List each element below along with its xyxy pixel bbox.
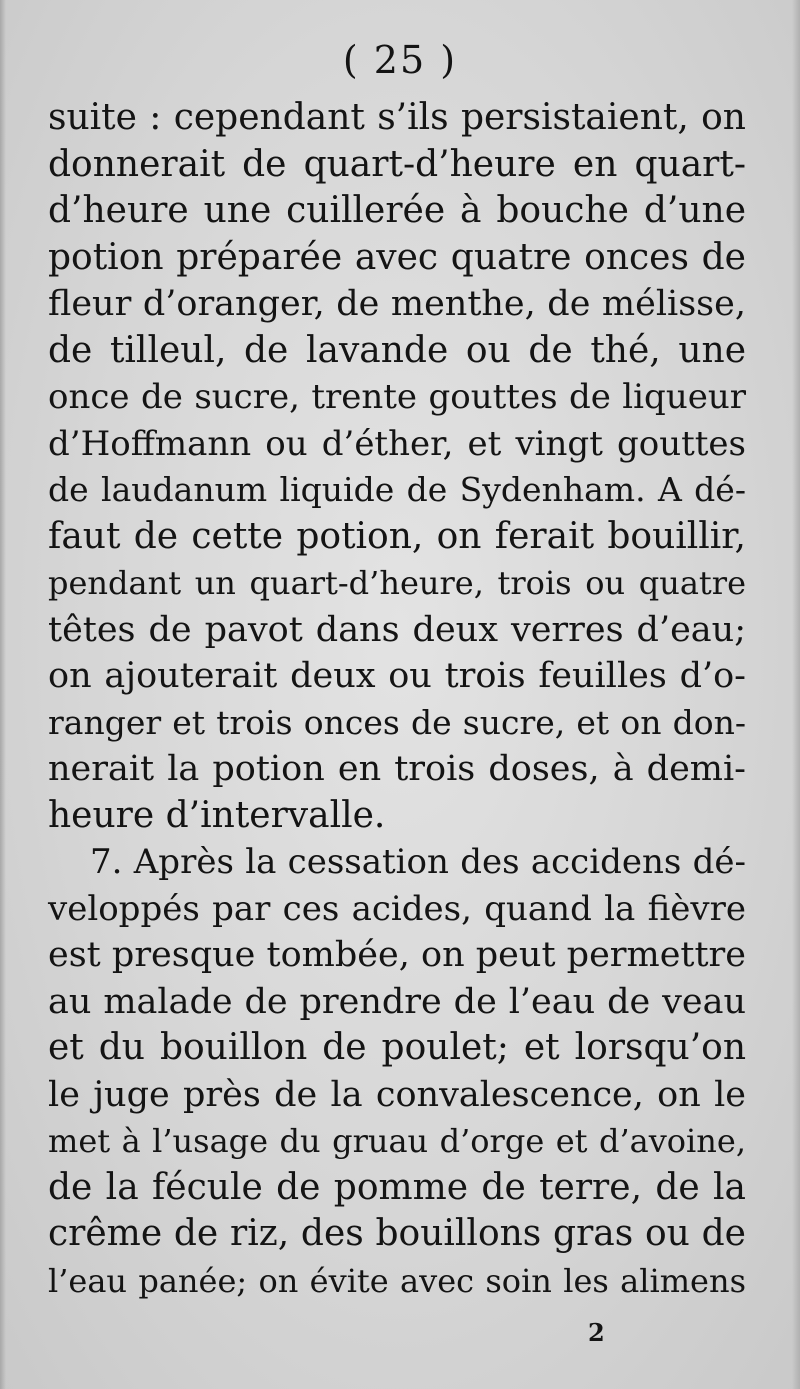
text-line: suite : cependant s’ils persistaient, on [48,97,746,138]
text-line: crême de riz, des bouillons gras ou de [48,1213,746,1254]
text-line: on ajouterait deux ou trois feuilles d’o- [48,656,746,696]
text-line: fleur d’oranger, de menthe, de mélisse, [48,284,746,324]
text-line: heure d’intervalle. [48,794,386,836]
text-line: ranger et trois onces de sucre, et on don- [48,702,746,742]
signature-mark: 2 [588,1318,605,1347]
page-left-edge-shadow [0,0,6,1389]
text-line: au malade de prendre de l’eau de veau [48,981,746,1022]
text-line: de laudanum liquide de Sydenham. A dé- [48,470,746,509]
text-line: têtes de pavot dans deux verres d’eau; [48,609,746,650]
page-right-edge-shadow [792,0,800,1389]
text-line: nerait la potion en trois doses, à demi- [48,749,746,789]
text-line: potion préparée avec quatre onces de [48,236,746,278]
text-line: pendant un quart-d’heure, trois ou quatre [48,564,746,602]
text-line: donnerait de quart-d’heure en quart- [48,143,746,185]
text-line: faut de cette potion, on ferait bouillir, [48,515,746,557]
text-line: et du bouillon de poulet; et lorsqu’on [48,1027,746,1068]
text-line: de tilleul, de lavande ou de thé, une [48,329,746,371]
text-line: le juge près de la convalescence, on le [48,1074,746,1115]
text-line: met à l’usage du gruau d’orge et d’avoine, [48,1122,746,1160]
text-line: veloppés par ces acides, quand la fièvre [48,888,746,929]
body-text [48,95,746,1304]
text-line: l’eau panée; on évite avec soin les alimens [48,1261,746,1300]
page-number: ( 25 ) [342,38,458,82]
text-line: de la fécule de pomme de terre, de la [48,1166,746,1208]
text-line: est presque tombée, on peut permettre [48,935,746,975]
text-line: d’heure une cuillerée à bouche d’une [48,190,746,231]
text-line: d’Hoffmann ou d’éther, et vingt gouttes [48,423,746,464]
text-line: 7. Après la cessation des accidens dé- [90,842,746,882]
text-line: once de sucre, trente gouttes de liqueur [48,377,746,417]
